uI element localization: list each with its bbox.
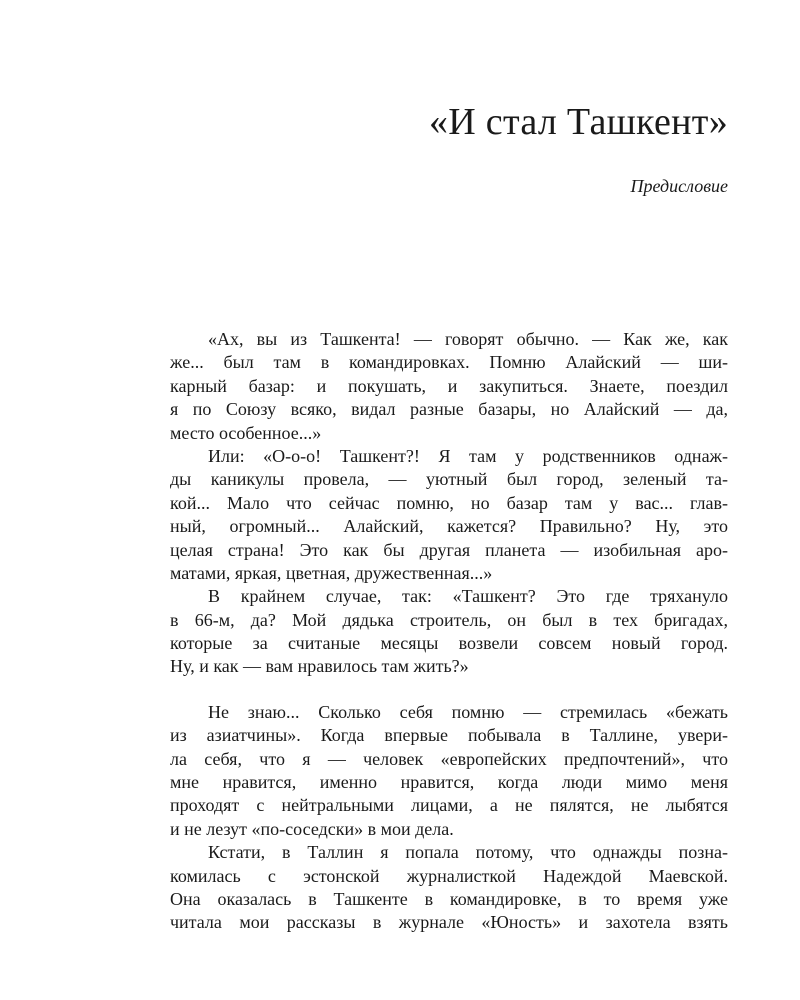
text-line: которые за считаные месяцы возвели совсем новый город. xyxy=(170,633,728,654)
text-line: Не знаю... Сколько себя помню — стремилась «бежать xyxy=(208,701,728,722)
text-line: мне нравится, именно нравится, когда люди мимо меня xyxy=(170,772,728,793)
section-gap xyxy=(170,679,728,701)
chapter-title: «И стал Ташкент» xyxy=(428,101,728,143)
text-line: и не лезут «по-соседски» в мои дела. xyxy=(170,818,454,839)
text-line: Ну, и как — вам нравилось там жить?» xyxy=(170,656,469,677)
paragraph xyxy=(170,841,728,935)
text-line: проходят с нейтральными лицами, а не пялятся, не лыбятся xyxy=(170,795,728,816)
paragraph xyxy=(170,328,728,445)
text-line: я по Союзу всяко, видал разные базары, но Алайский — да, xyxy=(170,399,728,420)
text-line: ный, огромный... Алайский, кажется? Правильно? Ну, это xyxy=(170,516,728,537)
text-line: читала мои рассказы в журнале «Юность» и захотела взять xyxy=(170,912,728,933)
text-line: в 66-м, да? Мой дядька строитель, он был в тех бригадах, xyxy=(170,609,728,630)
text-line: карный базар: и покушать, и закупиться. Знаете, поездил xyxy=(170,375,728,396)
text-line: же... был там в командировках. Помню Алайский — ши- xyxy=(170,352,728,373)
text-line: целая страна! Это как бы другая планета — изобильная аро- xyxy=(170,539,728,560)
chapter-subtitle: Предисловие xyxy=(630,176,728,196)
text-line: комилась с эстонской журналисткой Надеждой Маевской. xyxy=(170,865,728,886)
text-line: Кстати, в Таллин я попала потому, что однажды позна- xyxy=(208,842,728,863)
paragraph xyxy=(170,585,728,679)
text-line: место особенное...» xyxy=(170,422,322,443)
paragraph xyxy=(170,445,728,585)
text-line: ла себя, что я — человек «европейских предпочтений», что xyxy=(170,748,728,769)
text-line: Она оказалась в Ташкенте в командировке, в то время уже xyxy=(170,888,728,909)
text-line: «Ах, вы из Ташкента! — говорят обычно. — Как же, как xyxy=(208,329,728,349)
body-text xyxy=(170,328,728,935)
text-line: Или: «О-о-о! Ташкент?! Я там у родственников однаж- xyxy=(208,445,728,466)
text-line: кой... Мало что сейчас помню, но базар там у вас... глав- xyxy=(170,492,728,513)
text-line: матами, яркая, цветная, дружественная...» xyxy=(170,562,493,583)
text-line: В крайнем случае, так: «Ташкент? Это где тряхануло xyxy=(208,586,728,607)
paragraph xyxy=(170,701,728,841)
text-line: из азиатчины». Когда впервые побывала в Таллине, увери- xyxy=(170,725,728,746)
text-line: ды каникулы провела, — уютный был город, зеленый та- xyxy=(170,469,728,490)
